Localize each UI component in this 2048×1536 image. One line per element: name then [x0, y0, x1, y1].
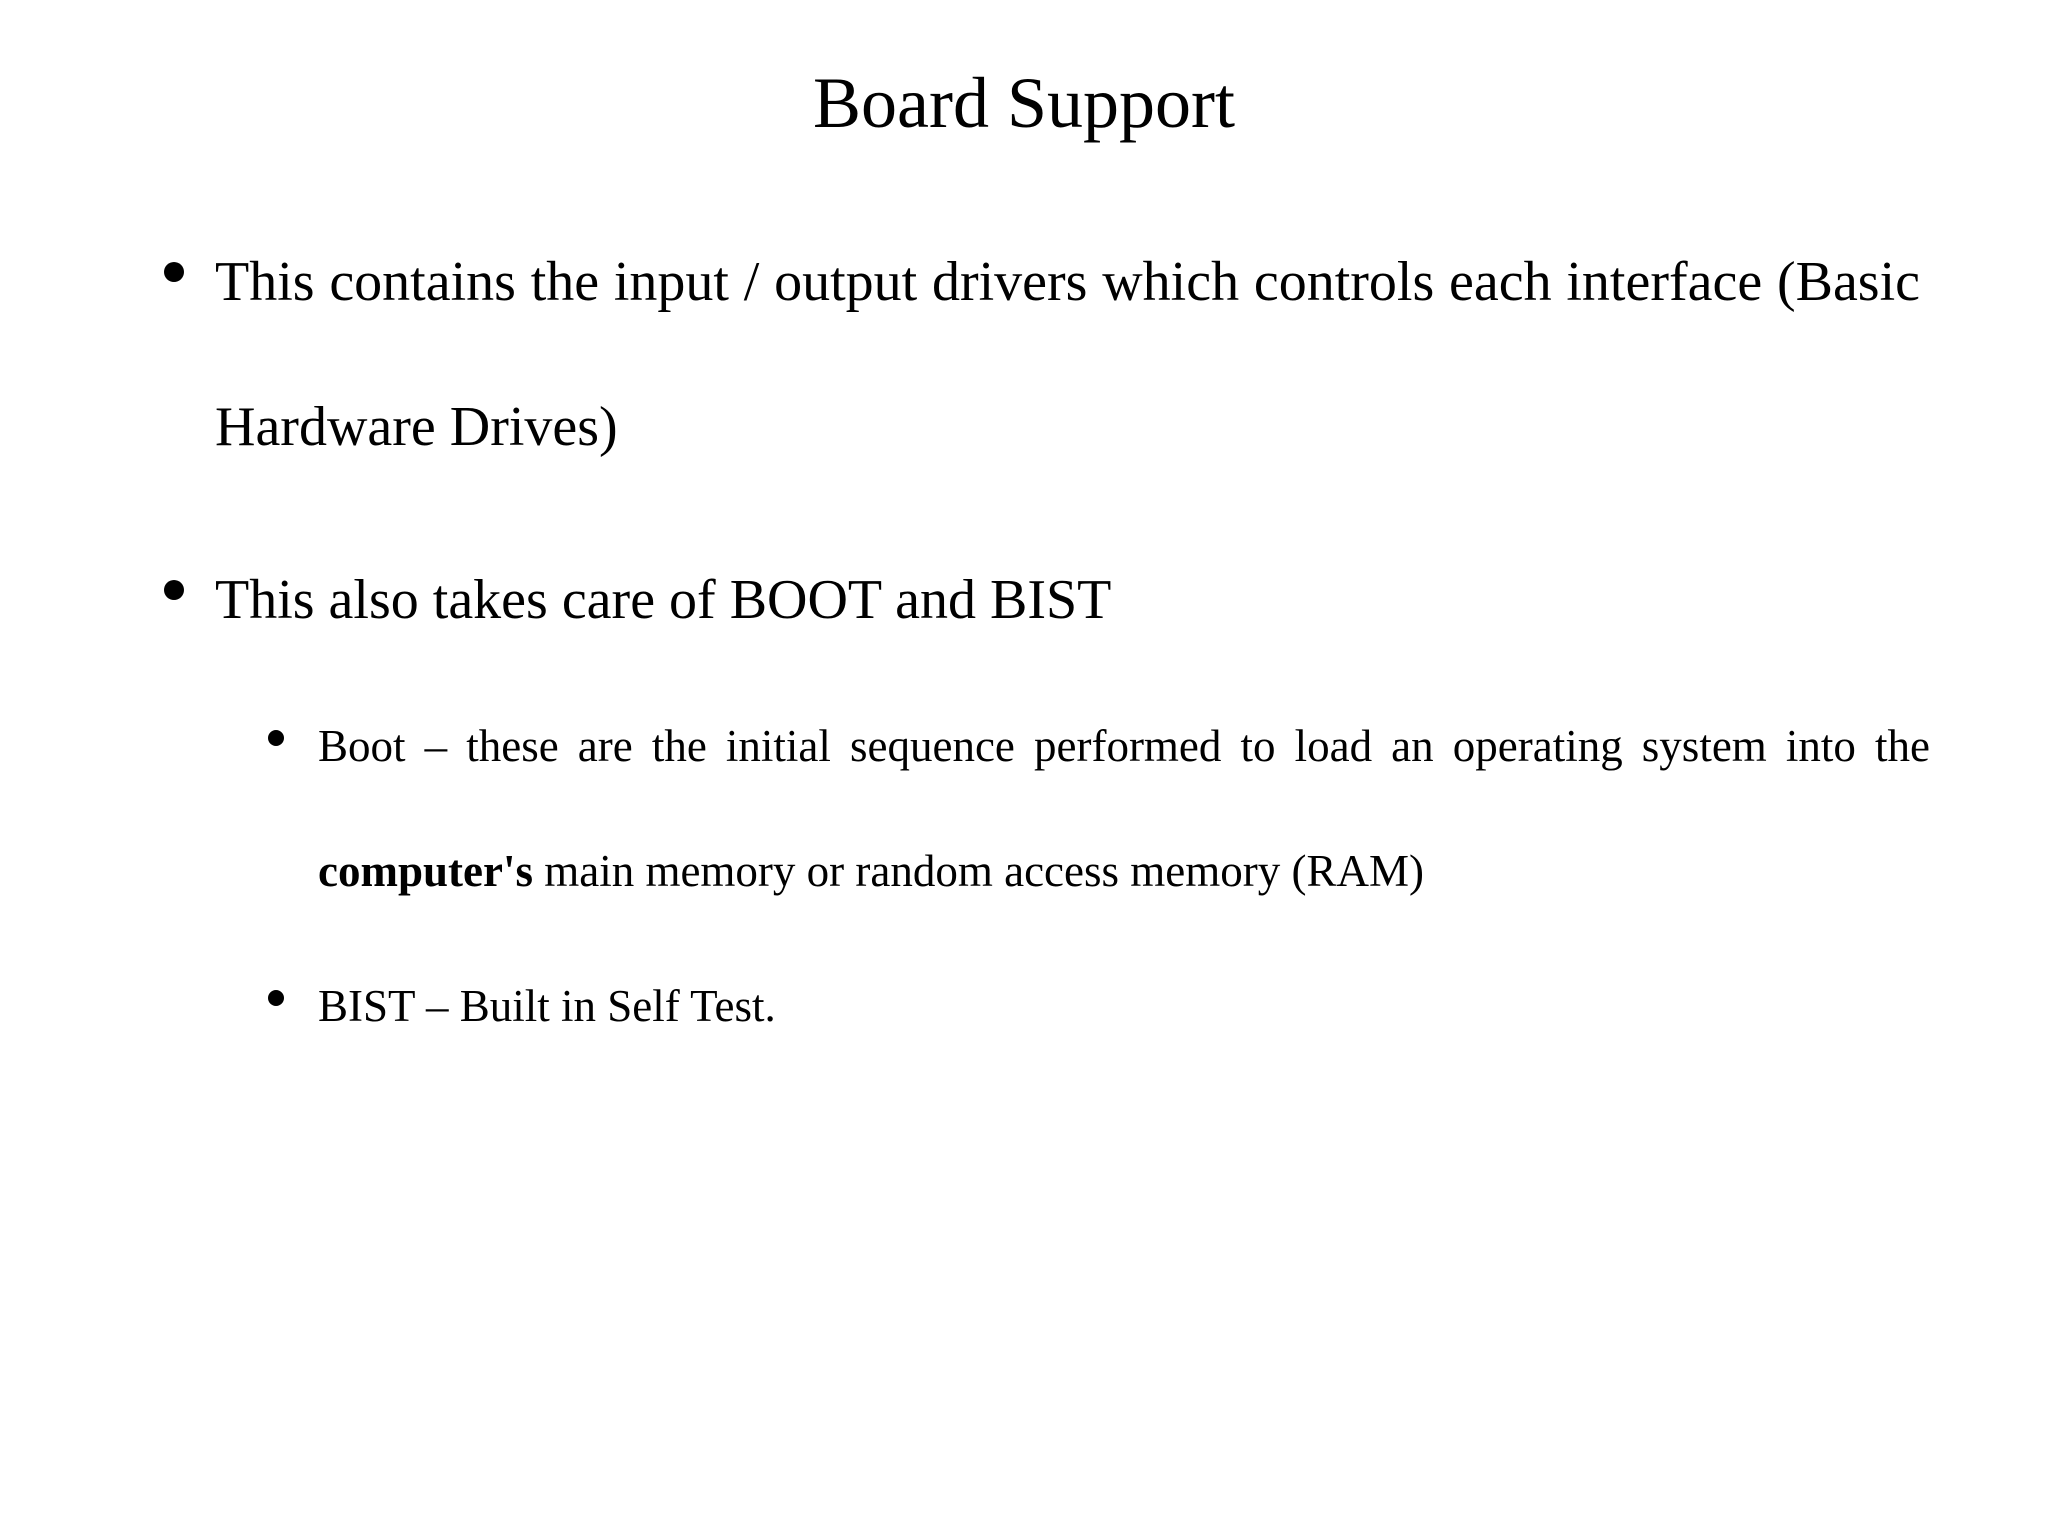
bullet-text-1: This contains the input / output drivers which controls each interface (Basic Hardware Drives)	[215, 251, 1920, 458]
sub-bullet-text-1-start: Boot – these are the initial sequence performed to load an operating system into the	[318, 721, 1930, 771]
sub-bullet-text-1-bold: computer's	[318, 846, 533, 896]
slide-title: Board Support	[813, 63, 1235, 143]
sub-bullet-text-1-end: main memory or random access memory (RAM)	[532, 846, 1424, 896]
sub-bullet-text-1	[318, 684, 1930, 934]
bullet-dot-icon	[164, 262, 184, 282]
bullet-text-2: This also takes care of BOOT and BIST	[215, 569, 1112, 631]
bullet-item-2	[160, 528, 1960, 673]
sub-bullet-dot-icon	[268, 730, 284, 746]
sub-bullet-item-1	[266, 684, 1966, 934]
bullet-dot-icon	[164, 580, 184, 600]
sub-bullet-item-2	[266, 944, 1966, 1069]
sub-bullet-text-2: BIST – Built in Self Test.	[318, 981, 776, 1031]
bullet-item-1	[160, 210, 1960, 500]
sub-bullet-dot-icon	[268, 990, 284, 1006]
